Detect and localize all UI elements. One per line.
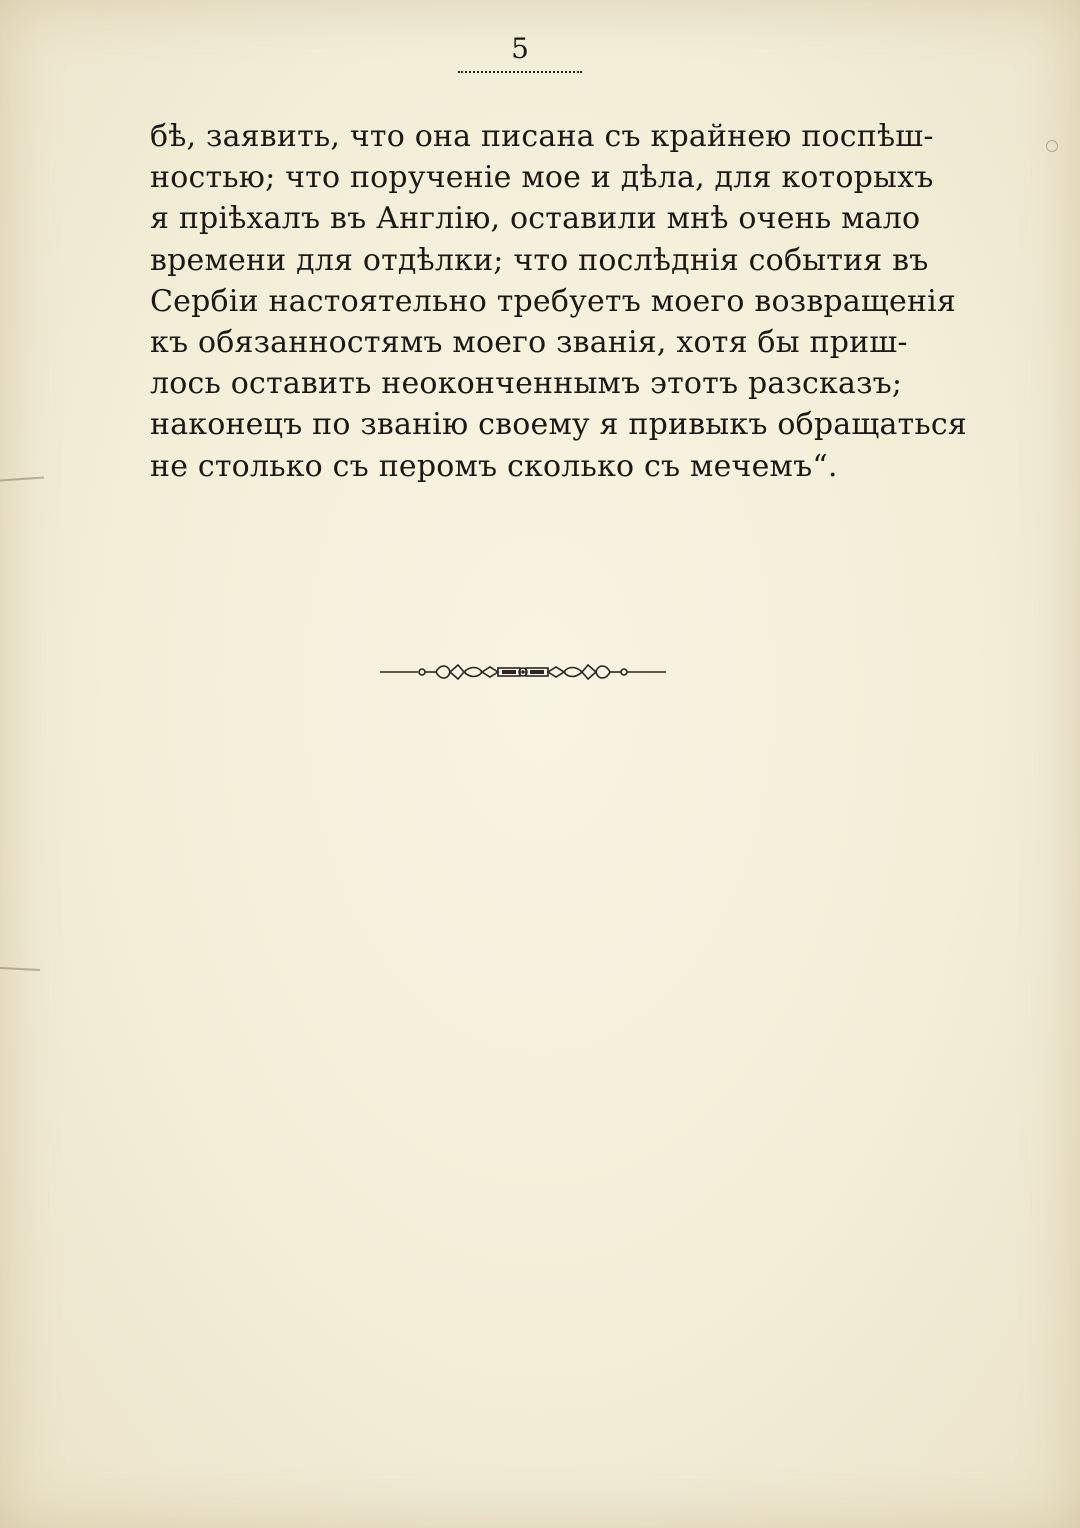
- text-line: я пріѣхалъ въ Англію, оставили мнѣ очень мало: [150, 201, 921, 237]
- edge-mark: [1046, 140, 1058, 152]
- text-line: Сербіи настоятельно требуетъ моего возвращенія: [150, 283, 957, 319]
- page-number: 5: [511, 32, 529, 65]
- text-line: къ обязанностямъ моего званія, хотя бы приш-: [150, 324, 908, 360]
- text-line: наконецъ по званію своему я привыкъ обращаться: [150, 407, 968, 443]
- text-line: бѣ, заявить, что она писана съ крайнею поспѣш-: [150, 119, 934, 154]
- text-line: времени для отдѣлки; что послѣднія события въ: [150, 242, 929, 278]
- text-line: лось оставить неоконченнымъ этотъ разсказъ;: [150, 366, 903, 402]
- page-number-rule: [458, 71, 582, 73]
- edge-mark: [0, 476, 44, 481]
- text-line: не столько съ перомъ сколько съ мечемъ“.: [150, 448, 838, 484]
- body-text: [150, 116, 968, 487]
- text-line: ностью; что порученіе мое и дѣла, для которыхъ: [150, 160, 934, 196]
- decorative-rule-icon: [378, 655, 668, 689]
- edge-mark: [0, 967, 40, 971]
